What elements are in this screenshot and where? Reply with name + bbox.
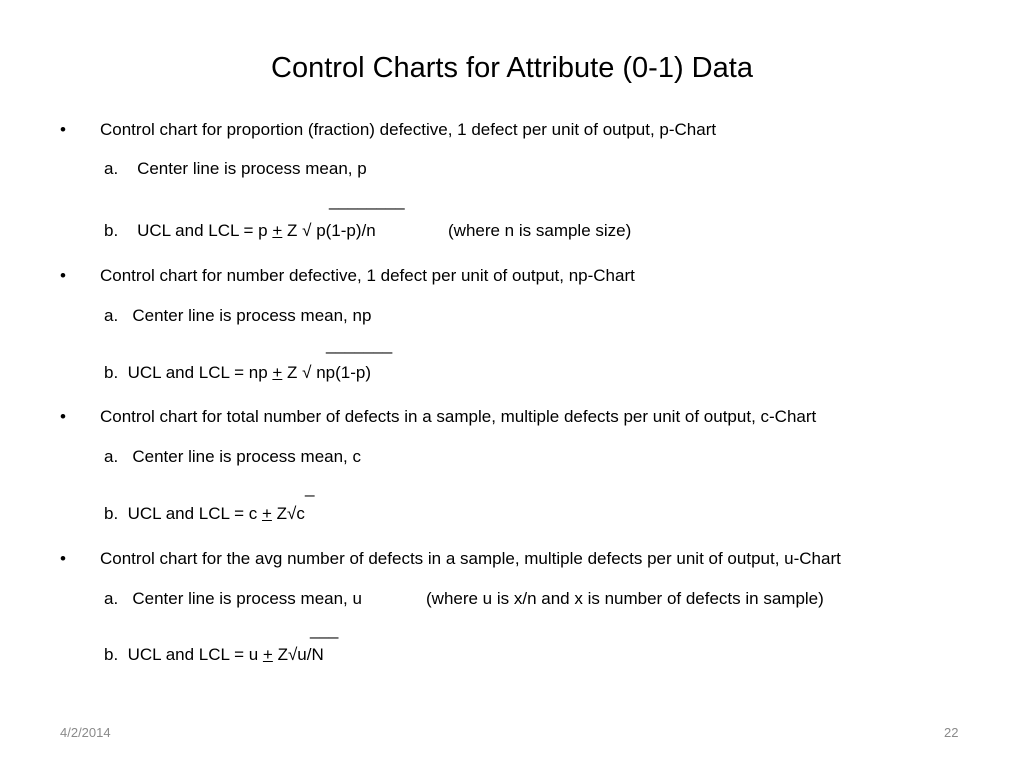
slide-title: Control Charts for Attribute (0-1) Data (271, 52, 753, 84)
limits-formula-u-chart (104, 644, 324, 666)
bullet-text-c-chart: Control chart for total number of defects in a sample, multiple defects per unit of output, c-Chart (100, 407, 817, 426)
limits-formula-p-chart (104, 220, 376, 242)
formula-expression: Z √ np(1-p) (282, 363, 371, 382)
formula-expression: Z√u/N (272, 645, 324, 664)
plus-minus-symbol: + (272, 363, 283, 382)
limits-formula-c-chart (104, 503, 305, 525)
bullet-text-p-chart: Control chart for proportion (fraction) defective, 1 defect per unit of output, p-Chart (100, 120, 717, 139)
plus-minus-symbol: + (262, 645, 273, 664)
bullet-marker: • (60, 120, 66, 139)
sample-size-note: (where n is sample size) (448, 221, 632, 240)
sqrt-overbar-c-chart: _ (305, 478, 315, 497)
sqrt-overbar-p-chart: ________ (329, 191, 405, 210)
plus-minus-symbol: + (261, 504, 272, 523)
footer-date: 4/2/2014 (60, 725, 111, 740)
bullet-marker: • (60, 549, 66, 568)
formula-label: b. UCL and LCL = p (104, 221, 273, 240)
bullet-marker: • (60, 266, 66, 285)
center-line-item-np-chart: a. Center line is process mean, np (104, 306, 372, 325)
slide-number: 22 (944, 725, 959, 740)
formula-label: b. UCL and LCL = np (104, 363, 273, 382)
center-line-item-c-chart: a. Center line is process mean, c (104, 447, 362, 466)
bullet-text-np-chart: Control chart for number defective, 1 defect per unit of output, np-Chart (100, 266, 635, 285)
center-line-item-p-chart: a. Center line is process mean, p (104, 159, 367, 178)
formula-expression: Z √ p(1-p)/n (282, 221, 376, 240)
sqrt-overbar-u-chart: ___ (310, 620, 339, 639)
sqrt-overbar-np-chart: _______ (326, 335, 393, 354)
formula-label: b. UCL and LCL = u (104, 645, 263, 664)
limits-formula-np-chart (104, 362, 371, 384)
bullet-marker: • (60, 407, 66, 426)
plus-minus-symbol: + (272, 221, 283, 240)
formula-expression: Z√c (271, 504, 305, 523)
u-definition-note: (where u is x/n and x is number of defects in sample) (426, 589, 824, 608)
bullet-text-u-chart: Control chart for the avg number of defects in a sample, multiple defects per unit of output, u-Chart (100, 549, 841, 568)
center-line-item-u-chart: a. Center line is process mean, u (104, 589, 362, 608)
formula-label: b. UCL and LCL = c (104, 504, 262, 523)
